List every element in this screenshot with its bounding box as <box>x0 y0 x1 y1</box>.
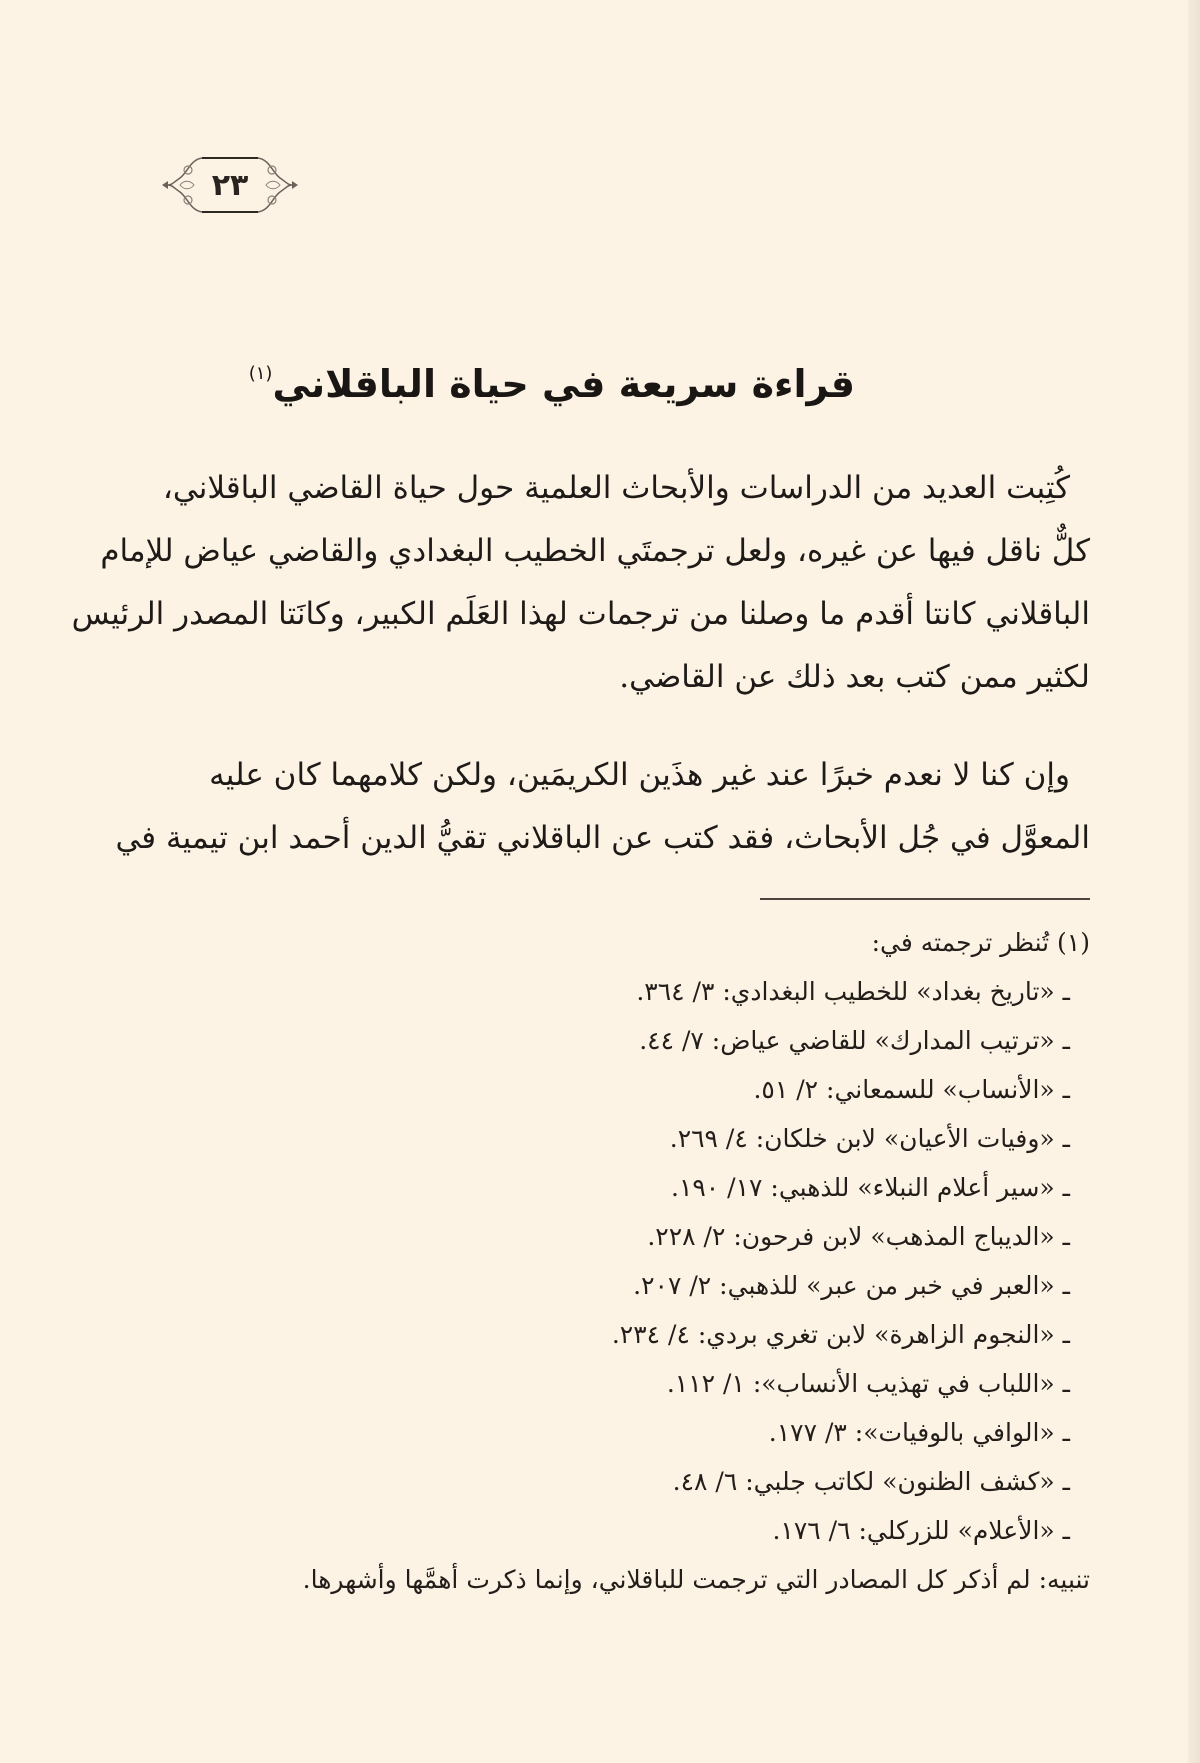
page-edge <box>1188 0 1200 1763</box>
footnote-item: ـ «العبر في خبر من عبر» للذهبي: ٢/ ٢٠٧. <box>633 1271 1070 1300</box>
footnote-item: ـ «تاريخ بغداد» للخطيب البغدادي: ٣/ ٣٦٤. <box>636 977 1070 1006</box>
body-paragraph-2-line-2: المعوَّل في جُل الأبحاث، فقد كتب عن الباقلاني تقيُّ الدين أحمد ابن تيمية في <box>115 820 1090 856</box>
footnote-separator <box>760 898 1090 900</box>
footnote-item: ـ «ترتيب المدارك» للقاضي عياض: ٧/ ٤٤. <box>639 1026 1070 1055</box>
footnote-item: ـ «وفيات الأعيان» لابن خلكان: ٤/ ٢٦٩. <box>669 1124 1070 1153</box>
body-paragraph-2-line-1: وإن كنا لا نعدم خبرًا عند غير هذَين الكريمَين، ولكن كلامهما كان عليه <box>209 757 1070 793</box>
footnote-item: ـ «الوافي بالوفيات»: ٣/ ١٧٧. <box>768 1418 1070 1447</box>
body-paragraph-1-line-2: كلٌّ ناقل فيها عن غيره، ولعل ترجمتَي الخطيب البغدادي والقاضي عياض للإمام <box>100 533 1090 569</box>
footnote-item: ـ «النجوم الزاهرة» لابن تغري بردي: ٤/ ٢٣٤. <box>611 1320 1070 1349</box>
footnote-item: ـ «سير أعلام النبلاء» للذهبي: ١٧/ ١٩٠. <box>670 1173 1070 1202</box>
section-title-text: قراءة سريعة في حياة الباقلاني <box>272 362 855 406</box>
footnote-item: ـ «اللباب في تهذيب الأنساب»: ١/ ١١٢. <box>666 1369 1070 1398</box>
page-number-frame <box>160 150 300 220</box>
footnote-note: تنبيه: لم أذكر كل المصادر التي ترجمت للباقلاني، وإنما ذكرت أهمَّها وأشهرها. <box>302 1565 1090 1594</box>
footnote-intro: (١) تُنظر ترجمته في: <box>871 928 1090 957</box>
body-paragraph-1-line-3: الباقلاني كانتا أقدم ما وصلنا من ترجمات لهذا العَلَم الكبير، وكانَتا المصدر الرئيس <box>71 596 1090 632</box>
footnote-item: ـ «كشف الظنون» لكاتب جلبي: ٦/ ٤٨. <box>672 1467 1070 1496</box>
footnote-item: ـ «الديباج المذهب» لابن فرحون: ٢/ ٢٢٨. <box>647 1222 1070 1251</box>
body-paragraph-1-line-4: لكثير ممن كتب بعد ذلك عن القاضي. <box>619 659 1090 695</box>
footnote-item: ـ «الأعلام» للزركلي: ٦/ ١٧٦. <box>772 1516 1070 1545</box>
body-paragraph-1-line-1: كُتِبت العديد من الدراسات والأبحاث العلمية حول حياة القاضي الباقلاني، <box>162 470 1070 506</box>
footnote-reference[interactable]: (١) <box>248 363 273 384</box>
page-number: ٢٣ <box>211 167 249 203</box>
footnote-item: ـ «الأنساب» للسمعاني: ٢/ ٥١. <box>753 1075 1070 1104</box>
section-title <box>249 362 855 406</box>
